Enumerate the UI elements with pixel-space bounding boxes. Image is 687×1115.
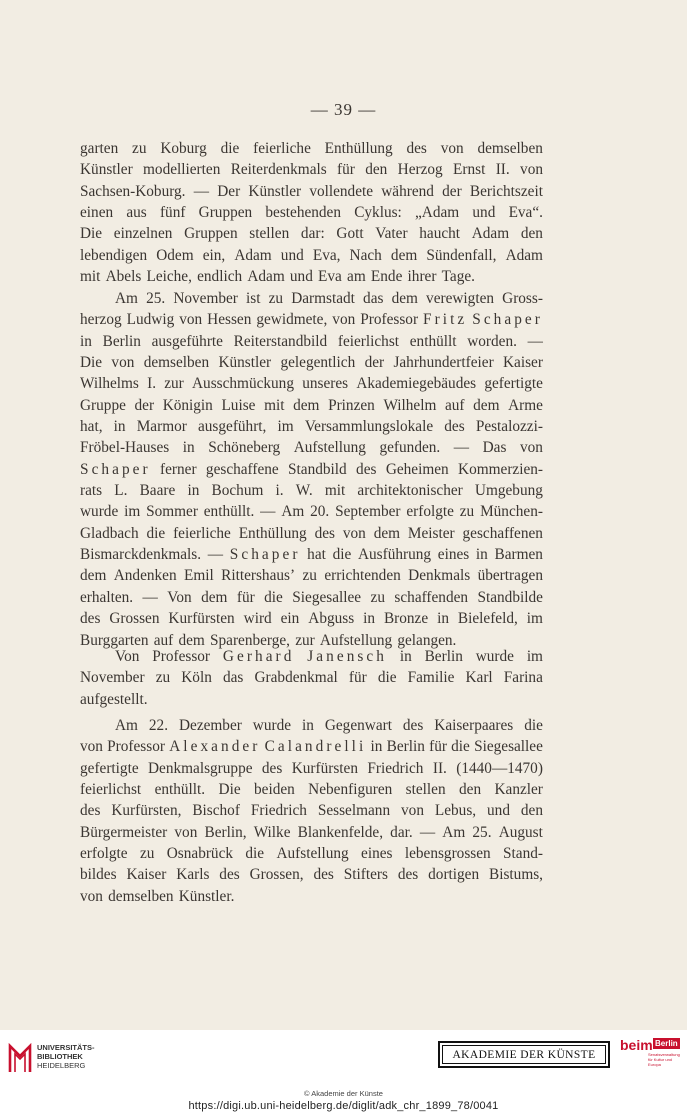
text-line: herzog Ludwig von Hessen gewidmete, von Professor Fritz Schaper <box>80 311 543 329</box>
text-line: mit Abels Leiche, endlich Adam und Eva am Ende ihrer Tage. <box>80 268 475 286</box>
akademie-der-kuenste-logo[interactable] <box>438 1041 610 1068</box>
permalink-url[interactable]: https://digi.ub.uni-heidelberg.de/diglit/adk_chr_1899_78/0041 <box>188 1100 499 1112</box>
ub-emblem-icon <box>8 1040 32 1074</box>
text-line: dem Andenken Emil Rittershaus’ zu errichtenden Denkmals übertragen <box>80 567 543 585</box>
paragraph <box>80 646 543 710</box>
text-line: einen aus fünf Gruppen bestehenden Cyklus: „Adam und Eva“. <box>80 204 543 222</box>
text-line: Sachsen-Koburg. — Der Künstler vollendete während der Berichtszeit <box>80 182 543 200</box>
text-line: Künstler modellierten Reiterdenkmals für den Herzog Ernst II. von <box>80 161 543 179</box>
text-line: Von Professor Gerhard Janensch in Berlin wurde im <box>115 648 543 665</box>
text-line: aufgestellt. <box>80 690 148 708</box>
text-line: garten zu Koburg die feierliche Enthüllung des von demselben <box>80 140 543 157</box>
text-line: hat, in Marmor ausgeführt, im Versammlungslokale des Pestalozzi- <box>80 418 543 436</box>
text-line: Die einzelnen Gruppen stellen dar: Gott Vater haucht Adam den <box>80 225 543 243</box>
beim-mark: beim <box>620 1037 653 1053</box>
text-line: Bürgermeister von Berlin, Wilke Blankenfelde, dar. — Am 25. August <box>80 823 543 841</box>
text-line: des Grossen Kurfürsten wird ein Abguss in Bronze in Bielefeld, im <box>80 610 543 628</box>
text-line: Burggarten auf dem Sparenberge, zur Aufstellung gelangen. <box>80 631 457 649</box>
ub-logo-line1: UNIVERSITÄTS- <box>37 1043 95 1052</box>
text-line: Fröbel-Hauses in Schöneberg Aufstellung gefunden. — Das von <box>80 439 543 457</box>
text-line: bildes Kaiser Karls des Grossen, des Stifters des dortigen Bistums, <box>80 866 543 884</box>
senatsverwaltung-logo[interactable] <box>620 1037 682 1073</box>
text-line: lebendigen Odem ein, Adam und Eva, Nach dem Sündenfall, Adam <box>80 246 543 264</box>
page-number: — 39 — <box>310 100 377 119</box>
ub-logo-line2: BIBLIOTHEK <box>37 1052 83 1061</box>
text-line: erfolgte zu Osnabrück die Aufstellung eines lebensgrossen Stand- <box>80 845 543 863</box>
text-line: gefertigte Denkmalsgruppe des Kurfürsten Friedrich II. (1440—1470) <box>80 759 543 777</box>
text-line: rats L. Baare in Bochum i. W. mit architektonischer Umgebung <box>80 482 543 500</box>
copyright-notice: © Akademie der Künste <box>304 1089 383 1098</box>
text-line: Gladbach die feierliche Enthüllung des von dem Meister geschaffenen <box>80 524 543 542</box>
text-line: in Berlin ausgeführte Reiterstandbild feierlichst enthüllt worden. — <box>80 332 543 350</box>
text-line: feierlichst enthüllt. Die beiden Nebenfiguren stellen den Kanzler <box>80 781 543 799</box>
beim-berlin-label: Berlin <box>655 1039 678 1048</box>
text-line: Am 22. Dezember wurde in Gegenwart des Kaiserpaares die <box>115 717 543 734</box>
text-line: von Professor Alexander Calandrelli in Berlin für die Siegesallee <box>80 738 543 756</box>
ub-heidelberg-logo[interactable] <box>8 1038 103 1076</box>
text-line: wurde im Sommer enthüllt. — Am 20. September erfolgte zu München- <box>80 503 543 521</box>
text-line: Gruppe der Königin Luise mit dem Prinzen Wilhelm auf dem Arme <box>80 396 543 414</box>
text-line: erhalten. — Von dem für die Siegesallee zu schaffenden Standbilde <box>80 588 543 606</box>
paragraph <box>80 138 543 287</box>
ub-logo-line3: HEIDELBERG <box>37 1061 86 1070</box>
text-line: des Kurfürsten, Bischof Friedrich Sesselmann von Lebus, und den <box>80 802 543 820</box>
beim-subtitle: Senatsverwaltung für Kultur und Europa <box>648 1052 680 1067</box>
text-line: Schaper ferner geschaffene Standbild des Geheimen Kommerzien- <box>80 460 543 478</box>
text-line: November zu Köln das Grabdenkmal für die Familie Karl Farina <box>80 669 543 687</box>
text-line: von demselben Künstler. <box>80 887 235 905</box>
text-line: Die von demselben Künstler gelegentlich der Jahrhundertfeier Kaiser <box>80 354 543 372</box>
text-line: Am 25. November ist zu Darmstadt das dem verewigten Gross- <box>115 290 543 307</box>
paragraph <box>80 288 543 651</box>
text-line: Bismarckdenkmals. — Schaper hat die Ausführung eines in Barmen <box>80 546 543 564</box>
text-line: Wilhelms I. zur Ausschmückung unseres Akademiegebäudes gefertigte <box>80 375 543 393</box>
paragraph <box>80 715 543 907</box>
adk-logo-text: AKADEMIE DER KÜNSTE <box>442 1045 606 1064</box>
